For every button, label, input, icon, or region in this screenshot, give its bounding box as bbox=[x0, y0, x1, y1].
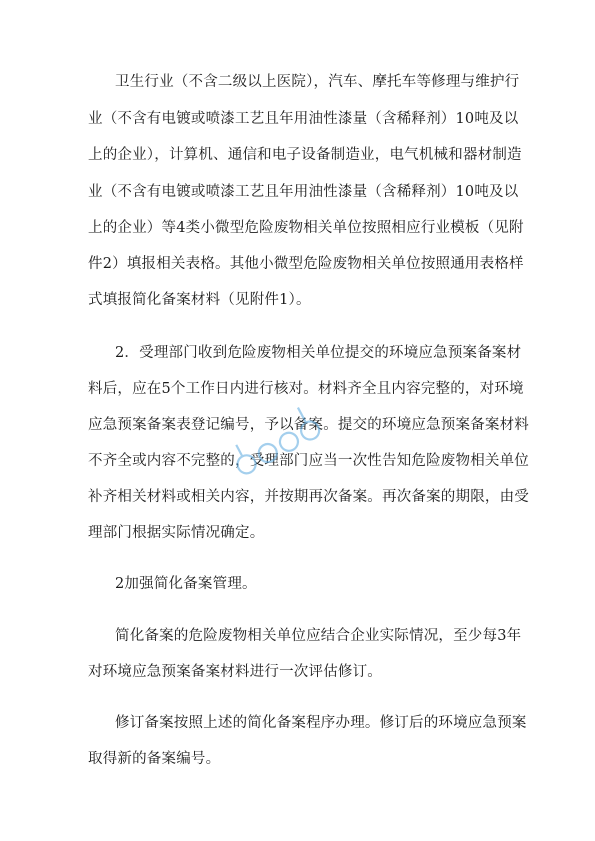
text-line: 上的企业）等4类小微型危险废物相关单位按照相应行业模板（见附 bbox=[88, 220, 524, 236]
text-line: 不齐全或内容不完整的，受理部门应当一次性告知危险废物相关单位 bbox=[88, 453, 529, 469]
text-line: 2加强简化备案管理。 bbox=[115, 576, 257, 592]
text-line: 补齐相关材料或相关内容，并按期再次备案。再次备案的期限，由受 bbox=[88, 489, 529, 505]
text-line: 卫生行业（不含二级以上医院），汽车、摩托车等修理与维护行 bbox=[115, 74, 520, 90]
text-line: 业（不含有电镀或喷漆工艺且年用油性漆量（含稀释剂）10吨及以 bbox=[88, 111, 519, 127]
text-line: 简化备案的危险废物相关单位应结合企业实际情况，至少每3年 bbox=[115, 628, 522, 644]
text-line: 修订备案按照上述的简化备案程序办理。修订后的环境应急预案 bbox=[115, 715, 527, 731]
text-line: 料后，应在5个工作日内进行核对。材料齐全且内容完整的，对环境 bbox=[88, 381, 524, 397]
text-line: 2．受理部门收到危险废物相关单位提交的环境应急预案备案材 bbox=[115, 345, 522, 361]
text-line: 件2）填报相关表格。其他小微型危险废物相关单位按照通用表格样 bbox=[88, 256, 524, 272]
text-line: 理部门根据实际情况确定。 bbox=[88, 525, 265, 541]
text-line: 取得新的备案编号。 bbox=[88, 751, 221, 767]
text-line: 应急预案备案表登记编号，予以备案。提交的环境应急预案备案材料 bbox=[88, 417, 529, 433]
text-line: 式填报简化备案材料（见附件1）。 bbox=[88, 292, 311, 308]
text-line: 对环境应急预案备案材料进行一次评估修订。 bbox=[88, 664, 382, 680]
text-line: 业（不含有电镀或喷漆工艺且年用油性漆量（含稀释剂）10吨及以 bbox=[88, 184, 519, 200]
watermark-logo-icon bbox=[215, 389, 336, 498]
text-line: 上的企业），计算机、通信和电子设备制造业，电气机械和器材制造 bbox=[88, 147, 522, 163]
